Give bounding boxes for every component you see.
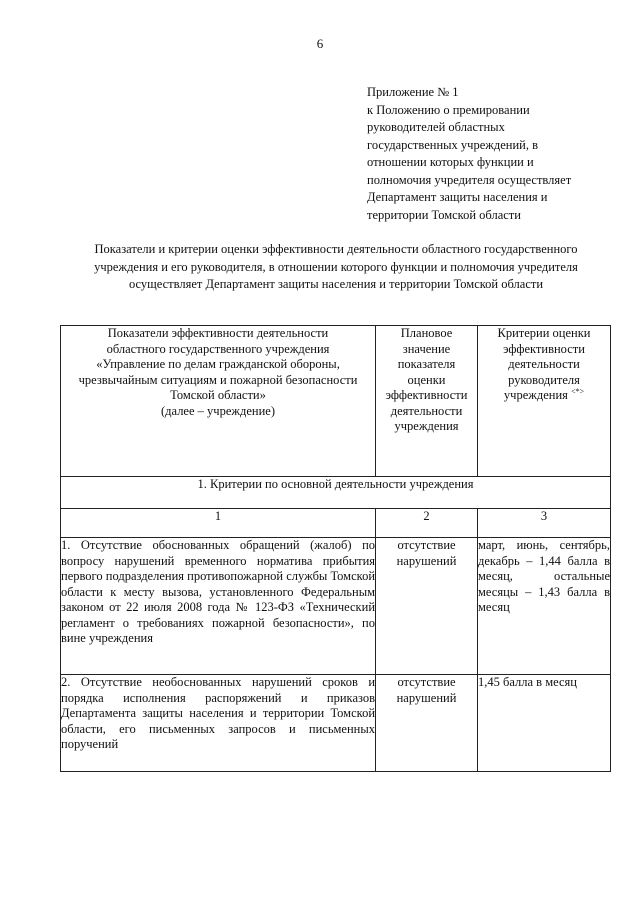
appendix-line: Департамент защиты населения и (367, 190, 548, 204)
indicator-cell: 1. Отсутствие обоснованных обращений (жалоб) по вопросу нарушений временного норматива прибытия первого подразделения противопожарной службы Томской области к месту вызова, установленного Федеральным законом от 22 июля 2008 года № 123-ФЗ «Технический регламент о требованиях пожарной безопасности», по вине учреждения (61, 538, 376, 675)
criteria-cell: март, июнь, сентябрь, декабрь – 1,44 балла в месяц, остальные месяцы – 1,43 балла в месяц (478, 538, 611, 675)
table-row (61, 675, 611, 772)
footnote-marker: <*> (571, 386, 585, 396)
appendix-line: руководителей областных (367, 120, 505, 134)
document-title (60, 241, 612, 294)
appendix-line: к Положению о премировании (367, 102, 530, 117)
appendix-note (367, 84, 617, 224)
header-indicators (61, 326, 376, 477)
title-line: осуществляет Департамент защиты населения и территории Томской области (128, 277, 544, 291)
criteria-table (60, 325, 611, 772)
plan-value-cell: отсутствие нарушений (376, 675, 478, 772)
indicator-cell: 2. Отсутствие необоснованных нарушений сроков и порядка исполнения распоряжений и приказов Департамента защиты населения и территории Томской области, его письменных запросов и письменных поручений (61, 675, 376, 772)
header-criteria (478, 326, 611, 477)
appendix-line: отношении которых функции и (367, 155, 534, 169)
table-row (61, 538, 611, 675)
section-row (61, 477, 611, 509)
appendix-line: Приложение № 1 (367, 85, 459, 99)
page-number: 6 (316, 36, 324, 51)
title-line: Показатели и критерии оценки эффективности деятельности областного государственного (94, 242, 578, 256)
table-header-row (61, 326, 611, 477)
header-indicators-line: чрезвычайным ситуациям и пожарной безопасности (78, 372, 358, 387)
plan-value-cell: отсутствие нарушений (376, 538, 478, 675)
header-indicators-line: «Управление по делам гражданской обороны, (96, 357, 340, 371)
header-plan-value (376, 326, 478, 477)
header-indicators-line: Показатели эффективности деятельности (107, 326, 329, 340)
criteria-cell: 1,45 балла в месяц (478, 675, 611, 772)
header-plan-value-text: Плановое значение показателя оценки эффективности деятельности учреждения (385, 326, 468, 433)
title-line: учреждения и его руководителя, в отношении которого функции и полномочия учредителя (94, 259, 578, 274)
header-criteria-text: Критерии оценки эффективности деятельности руководителя учреждения (497, 326, 591, 402)
section-title: 1. Критерии по основной деятельности учреждения (61, 477, 611, 509)
column-number: 1 (61, 509, 376, 538)
appendix-line: полномочия учредителя осуществляет (367, 172, 572, 187)
header-indicators-line: областного государственного учреждения (106, 341, 330, 356)
column-number: 3 (478, 509, 611, 538)
appendix-line: государственных учреждений, в (367, 137, 539, 152)
appendix-line: территории Томской области (367, 207, 521, 222)
column-number-row (61, 509, 611, 538)
header-indicators-line: Томской области» (170, 388, 266, 402)
column-number: 2 (376, 509, 478, 538)
header-indicators-line: (далее – учреждение) (161, 403, 275, 418)
